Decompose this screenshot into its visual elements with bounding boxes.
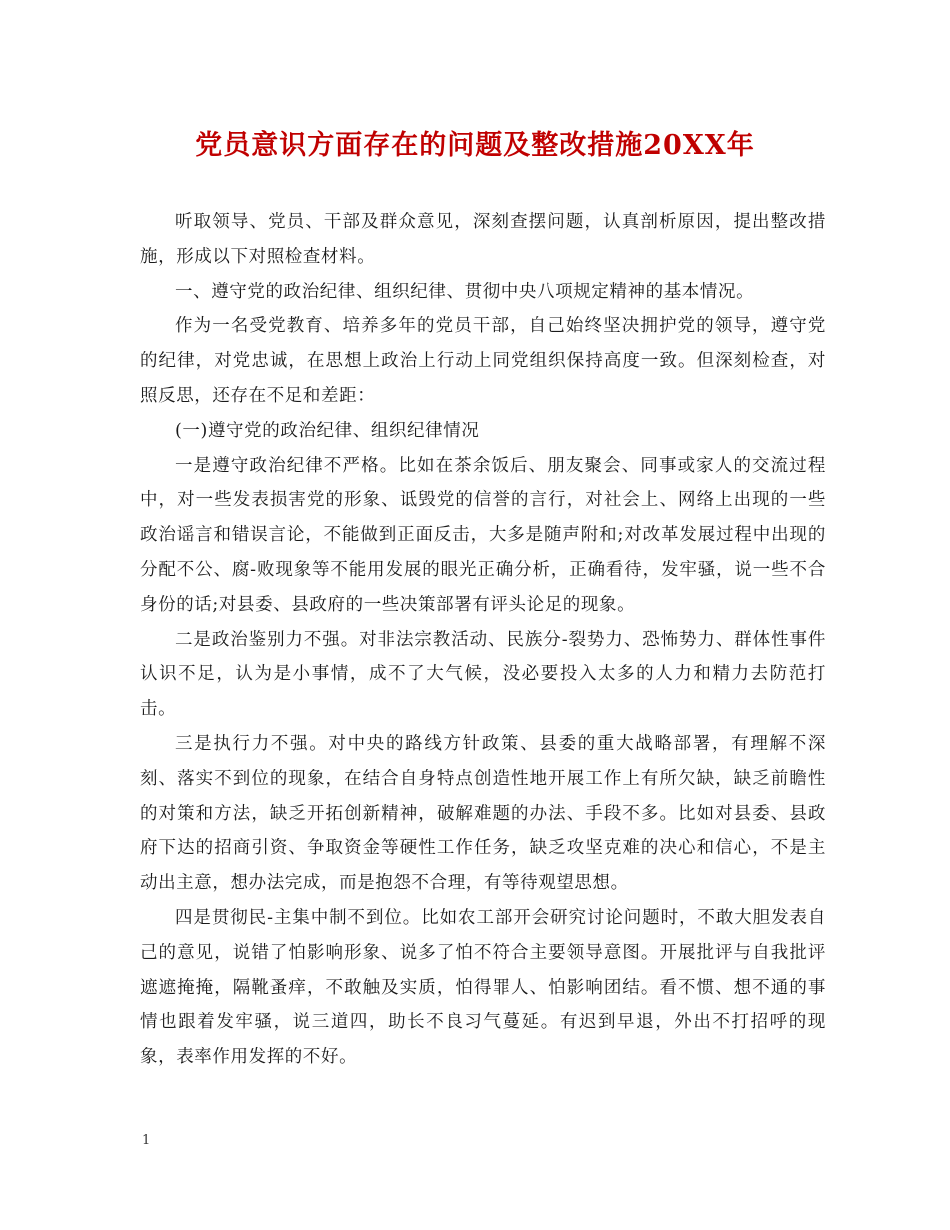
paragraph-subsection-heading: (一)遵守党的政治纪律、组织纪律情况 [175,420,480,441]
page-number: 1 [142,1133,151,1148]
paragraph-issue-one: 一是遵守政治纪律不严格。比如在茶余饭后、朋友聚会、同事或家人的交流过程中，对一些发表损害党的形象、诋毁党的信誉的言行，对社会上、网络上出现的一些政治谣言和错误言论，不能做到正面反击，大多是随声附和;对改革发展过程中出现的分配不公、腐-败现象等不能用发展的眼光正确分析，正确看待，发牢骚，说一些不合身份的话;对县委、县政府的一些决策部署有评头论足的现象。 [140,455,826,615]
paragraph-self-statement: 作为一名受党教育、培养多年的党员干部，自己始终坚决拥护党的领导，遵守党的纪律，对党忠诚，在思想上政治上行动上同党组织保持高度一致。但深刻检查，对照反思，还存在不足和差距： [140,316,826,406]
paragraph-section-heading: 一、遵守党的政治纪律、组织纪律、贯彻中央八项规定精神的基本情况。 [175,281,755,302]
paragraph-issue-two: 二是政治鉴别力不强。对非法宗教活动、民族分-裂势力、恐怖势力、群体性事件认识不足，认为是小事情，成不了大气候，没必要投入太多的人力和精力去防范打击。 [140,629,826,720]
document-title: 党员意识方面存在的问题及整改措施20XX年 [195,130,755,161]
paragraph-intro: 听取领导、党员、干部及群众意见，深刻查摆问题，认真剖析原因，提出整改措施，形成以下对照检查材料。 [140,212,826,267]
paragraph-issue-four: 四是贯彻民-主集中制不到位。比如农工部开会研究讨论问题时，不敢大胆发表自己的意见，说错了怕影响形象、说多了怕不符合主要领导意图。开展批评与自我批评遮遮掩掩，隔靴蚤痒，不敢触及实质，怕得罪人、怕影响团结。看不惯、想不通的事情也跟着发牢骚，说三道四，助长不良习气蔓延。有迟到早退，外出不打招呼的现象，表率作用发挥的不好。 [140,907,826,1068]
document-body [140,205,826,1075]
paragraph-issue-three: 三是执行力不强。对中央的路线方针政策、县委的重大战略部署，有理解不深刻、落实不到位的现象，在结合自身特点创造性地开展工作上有所欠缺，缺乏前瞻性的对策和方法，缺乏开拓创新精神，破解难题的办法、手段不多。比如对县委、县政府下达的招商引资、争取资金等硬性工作任务，缺乏攻坚克难的决心和信心，不是主动出主意，想办法完成，而是抱怨不合理，有等待观望思想。 [140,733,826,894]
